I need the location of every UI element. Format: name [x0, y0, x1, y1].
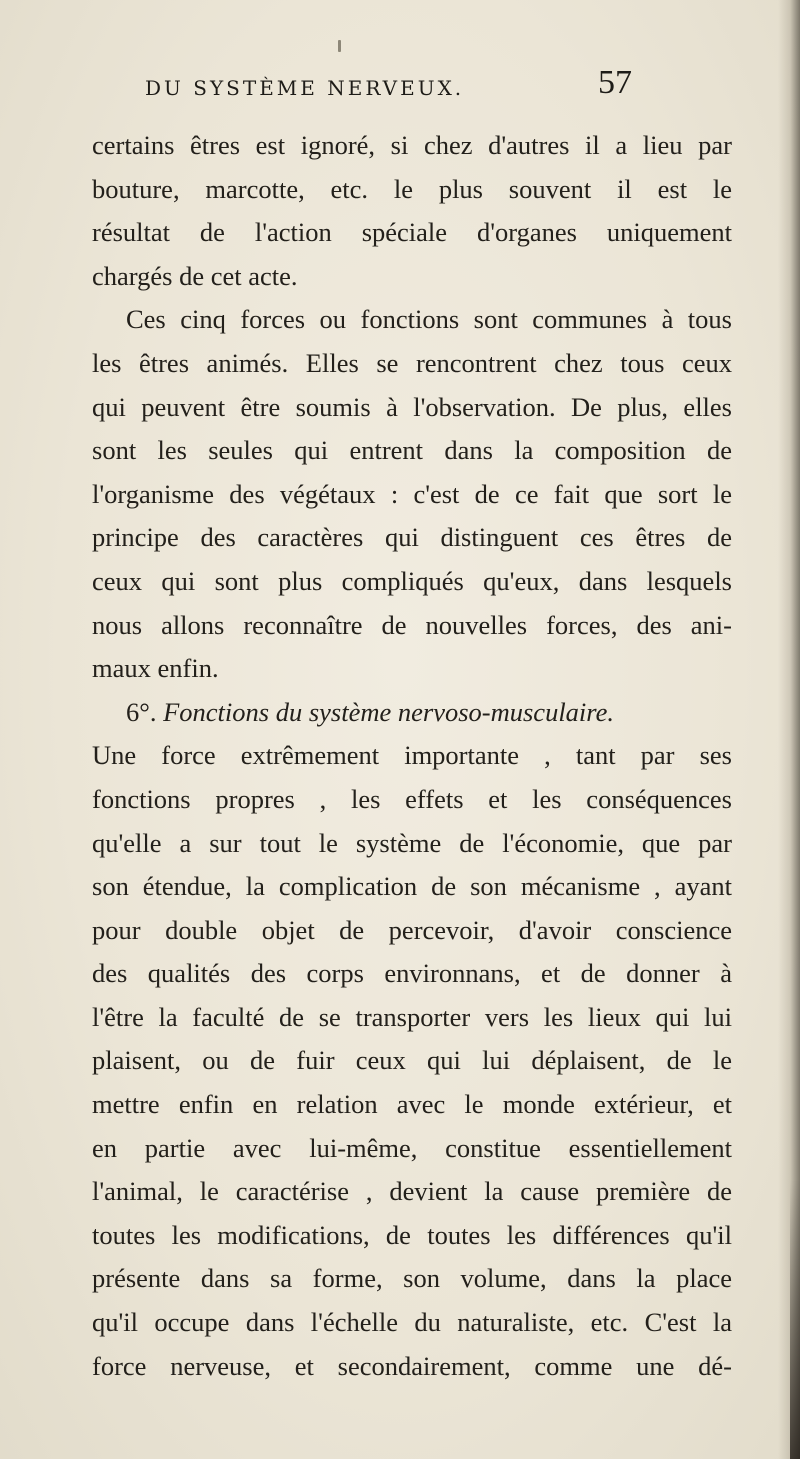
text-line: qu'elle a sur tout le système de l'économie, que par	[92, 827, 732, 858]
text-line: les êtres animés. Elles se rencontrent chez tous ceux	[92, 347, 732, 378]
text-line: qui peuvent être soumis à l'observation. De plus, elles	[92, 391, 732, 422]
text-line: des qualités des corps environnans, et de donner à	[92, 958, 732, 989]
text-line: sont les seules qui entrent dans la composition de	[92, 435, 732, 466]
running-head: DU SYSTÈME NERVEUX.	[145, 76, 465, 100]
text-line: maux enfin.	[92, 653, 219, 684]
section-title: Fonctions du système nervoso-musculaire.	[163, 696, 615, 727]
text-line: l'être la faculté de se transporter vers les lieux qui lui	[92, 1001, 732, 1032]
page-edge-dark	[790, 1180, 800, 1459]
body-text	[92, 124, 732, 1388]
text-line: son étendue, la complication de son mécanisme , ayant	[92, 871, 732, 902]
text-line: mettre enfin en relation avec le monde extérieur, et	[92, 1089, 732, 1120]
text-line: Une force extrêmement importante , tant par ses	[92, 740, 732, 771]
text-line: principe des caractères qui distinguent ces êtres de	[92, 522, 732, 553]
text-line: l'animal, le caractérise , devient la cause première de	[92, 1176, 732, 1207]
section-number: 6°.	[126, 696, 157, 727]
text-line: présente dans sa forme, son volume, dans la place	[92, 1263, 732, 1294]
text-line: l'organisme des végétaux : c'est de ce fait que sort le	[92, 478, 732, 509]
page-number: 57	[598, 64, 632, 101]
text-line: résultat de l'action spéciale d'organes uniquement	[92, 217, 732, 248]
text-line: nous allons reconnaître de nouvelles forces, des ani-	[92, 609, 732, 640]
text-line: chargés de cet acte.	[92, 260, 298, 291]
text-line: fonctions propres , les effets et les conséquences	[92, 783, 732, 814]
text-line: Ces cinq forces ou fonctions sont communes à tous	[126, 304, 732, 335]
text-line: plaisent, ou de fuir ceux qui lui déplaisent, de le	[92, 1045, 732, 1076]
text-line: certains êtres est ignoré, si chez d'autres il a lieu par	[92, 130, 732, 160]
text-line: toutes les modifications, de toutes les différences qu'il	[92, 1219, 732, 1250]
text-line: force nerveuse, et secondairement, comme une dé-	[92, 1350, 732, 1381]
page-header	[145, 64, 725, 114]
text-line: en partie avec lui-même, constitue essentiellement	[92, 1132, 732, 1163]
text-line: pour double objet de percevoir, d'avoir conscience	[92, 914, 732, 945]
text-line: qu'il occupe dans l'échelle du naturaliste, etc. C'est la	[92, 1307, 732, 1338]
text-line: bouture, marcotte, etc. le plus souvent il est le	[92, 173, 732, 204]
section-heading	[92, 691, 732, 735]
paper-mark	[338, 40, 341, 52]
text-line: ceux qui sont plus compliqués qu'eux, dans lesquels	[92, 565, 732, 596]
